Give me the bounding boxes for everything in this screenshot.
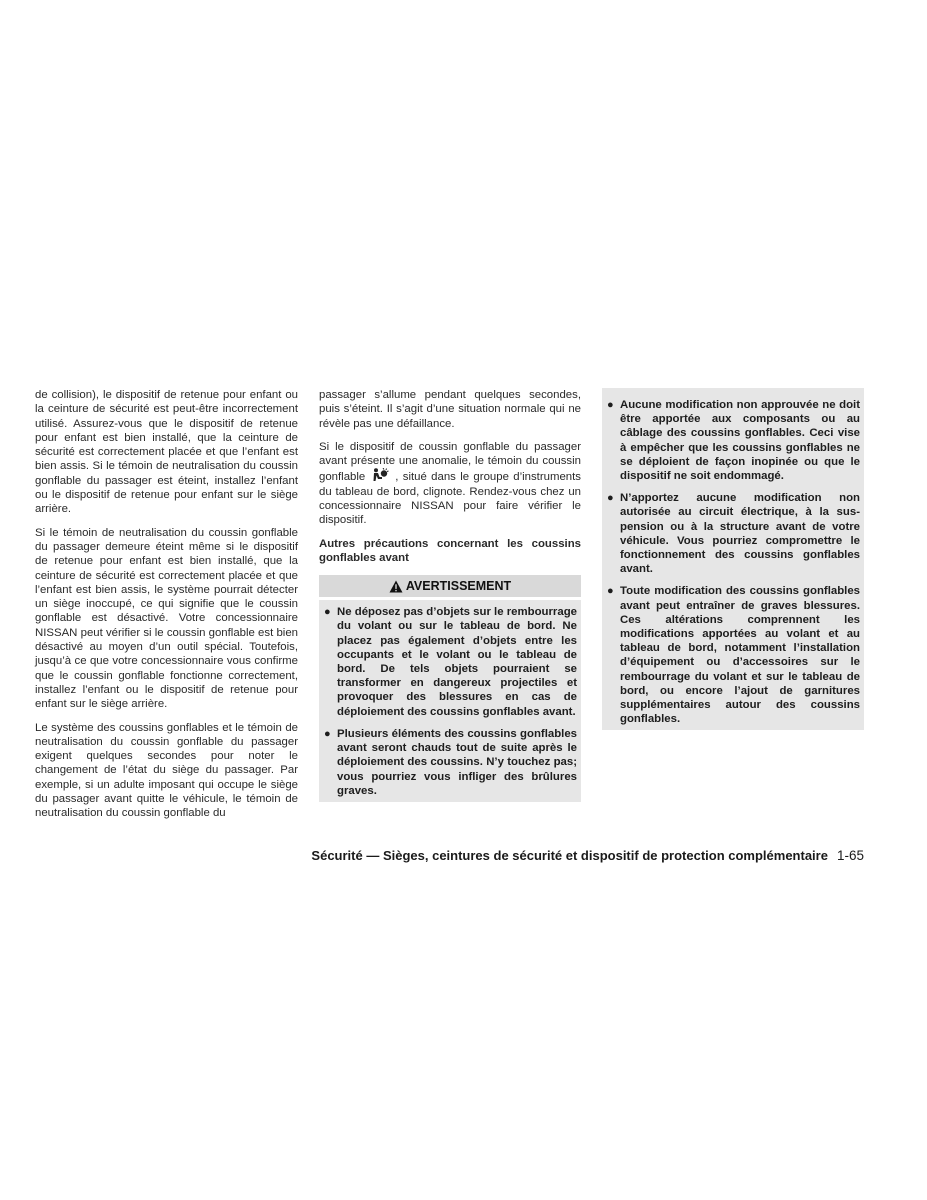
- footer-section-title: Sécurité — Sièges, ceintures de sécurité et dispositif de protection complémentaire: [311, 848, 828, 863]
- warning-item-text: Toute modification des coussins gonflables avant peut entraîner de graves blessures. Ces altérations comprennent les modifications apportées au volant et au tableau de bord, notamment l’installation d’équipement ou d’accessoires sur le rembourrage du volant et sur le tableau de bord, ou encore l’ajout de garnitures supplémentaires autour des coussins gonflables.: [620, 585, 860, 726]
- paragraph-text-a: Si le dispositif de coussin gonflable du passager avant présente une anomalie, le témoin du coussin gonflable: [319, 440, 581, 484]
- warning-box-continued: [602, 388, 864, 730]
- warning-list: [606, 398, 860, 726]
- paragraph-text-b: , situé dans le groupe d’instruments du tableau de bord, clignote. Rendez-vous chez un concessionnaire NISSAN pour faire vérifier le dispositif.: [319, 471, 581, 527]
- warning-item-text: Ne déposez pas d’objets sur le rembourrage du volant ou sur le tableau de bord. Ne placez pas également d’objets entre les occupants et le volant ou le tableau de bord. De tels objets pourraient se transformer en dangereux projectiles et provoquer des blessures en cas de déploiement des coussins gonflables avant.: [337, 606, 577, 718]
- paragraph: passager s’allume pendant quelques secondes, puis s’éteint. Il s’agit d’une situation normale qui ne révèle pas une défaillance.: [319, 389, 581, 430]
- paragraph: Le système des coussins gonflables et le témoin de neutralisation du coussin gonflable du passager exigent quelques secondes pour noter le changement de l’état du siège du passager. Par exemple, si un adulte imposant qui occupe le siège du passager avant quitte le véhicule, le témoin de neutralisation du coussin gonflable du: [35, 721, 298, 820]
- page-footer: [200, 848, 864, 863]
- section-heading: Autres précautions concernant les coussins gonflables avant: [319, 537, 581, 564]
- warning-item-text: Aucune modification non approuvée ne doit être apportée aux composants ou au câblage des coussins gonflables. Ceci vise à empêcher que les coussins gonflables ne se déploient de façon inopinée ou que le dispositif ne soit endommagé.: [620, 399, 860, 483]
- warning-list: [323, 605, 577, 798]
- warning-triangle-icon: [389, 580, 403, 593]
- warning-item: [323, 605, 577, 719]
- bullet-icon: ●: [607, 399, 614, 411]
- airbag-warning-icon: [371, 468, 389, 482]
- warning-title: AVERTISSEMENT: [405, 579, 512, 594]
- paragraph-airbag-light: [319, 440, 581, 528]
- page-number: 1-65: [836, 848, 864, 863]
- bullet-icon: ●: [607, 492, 614, 505]
- warning-item-text: Plusieurs éléments des coussins gonflables avant seront chauds tout de suite après le déploiement des coussins. N’y touchez pas; vous pourriez vous infliger des brûlures graves.: [337, 727, 577, 797]
- warning-item: [606, 584, 860, 726]
- warning-item: [606, 398, 860, 483]
- bullet-icon: ●: [607, 585, 614, 598]
- text-column-1: [35, 388, 298, 830]
- text-column-2: [319, 388, 581, 802]
- warning-item: [606, 491, 860, 576]
- warning-item: [323, 727, 577, 798]
- bullet-icon: ●: [324, 606, 331, 619]
- bullet-icon: ●: [324, 727, 331, 740]
- warning-header: [319, 575, 581, 597]
- text-column-3: [602, 388, 864, 730]
- warning-item-text: N’apportez aucune modification non autorisée au circuit électrique, à la suspension ou à la structure avant de votre véhicule. Vous pourriez compromettre le fonctionnement des coussins gonflables avant.: [620, 492, 860, 576]
- paragraph: Si le témoin de neutralisation du coussin gonflable du passager demeure éteint même si le dispositif de retenue pour enfant est bien installé, que la ceinture de sécurité est correctement placée et que l’enfant est bien assis, le système pourrait détecter un siège inoccupé, ce qui signifie que le coussin gonflable est désactivé. Votre concessionnaire NISSAN peut vérifier si le coussin gonflable est bien désactivé au moyen d’un outil spécial. Toutefois, jusqu’à ce que votre concessionnaire vous confirme que le coussin gonflable fonctionne correctement, installez l’enfant ou le dispositif de retenue pour enfant sur le siège arrière.: [35, 526, 298, 711]
- paragraph: de collision), le dispositif de retenue pour enfant ou la ceinture de sécurité est peut-être incorrectement utilisé. Assurez-vous que le dispositif de retenue pour enfant est bien installé, que la ceinture de sécurité est correctement placée et que l’enfant est bien assis. Si le témoin de neutralisation du coussin gonflable du passager est éteint, installez l’enfant ou le dispositif de retenue pour enfant sur le siège arrière.: [35, 389, 298, 516]
- warning-box: [319, 600, 581, 802]
